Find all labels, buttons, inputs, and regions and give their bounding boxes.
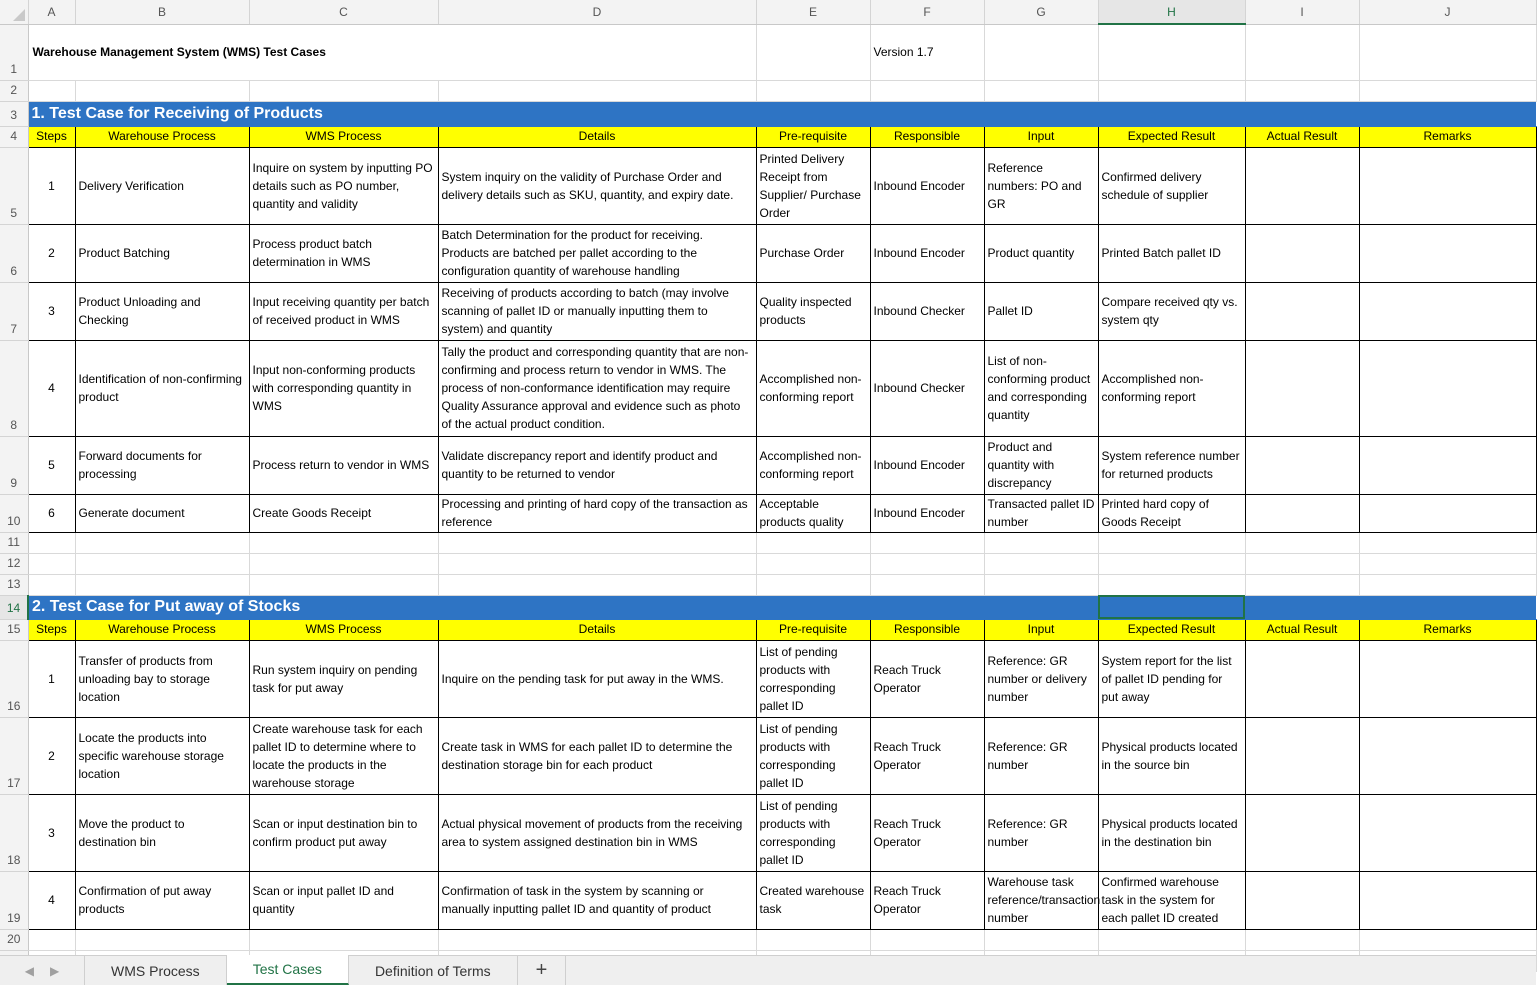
empty-cell[interactable] — [756, 80, 870, 101]
empty-cell[interactable] — [1359, 80, 1536, 101]
column-title-remarks: Remarks — [1359, 619, 1536, 640]
cell-wms[interactable]: Scan or input pallet ID and quantity — [249, 871, 438, 929]
cell-remarks[interactable] — [1359, 794, 1536, 871]
empty-cell[interactable] — [1245, 553, 1359, 574]
cell-input[interactable]: Reference: GR number or delivery number — [984, 640, 1098, 717]
empty-cell[interactable] — [1098, 553, 1245, 574]
empty-cell[interactable] — [870, 553, 984, 574]
column-title-actual-result: Actual Result — [1245, 619, 1359, 640]
column-title-warehouse-process: Warehouse Process — [75, 126, 249, 147]
row-header[interactable]: 15 — [0, 619, 28, 640]
cell-responsible[interactable]: Inbound Encoder — [870, 224, 984, 282]
empty-cell[interactable] — [249, 80, 438, 101]
cell-process[interactable]: Generate document — [75, 494, 249, 532]
cell-remarks[interactable] — [1359, 224, 1536, 282]
empty-cell[interactable] — [75, 80, 249, 101]
cell-wms[interactable]: Scan or input destination bin to confirm product put away — [249, 794, 438, 871]
cell-details[interactable]: Confirmation of task in the system by scanning or manually inputting pallet ID and quantity of product — [438, 871, 756, 929]
cell-prereq[interactable]: List of pending products with corresponding pallet ID — [756, 640, 870, 717]
column-title-pre-requisite: Pre-requisite — [756, 126, 870, 147]
table-row — [0, 436, 1536, 494]
empty-cell[interactable] — [756, 532, 870, 553]
cell-responsible[interactable]: Reach Truck Operator — [870, 794, 984, 871]
row-header[interactable]: 19 — [0, 871, 28, 929]
cell-input[interactable]: Reference: GR number — [984, 794, 1098, 871]
cell-step[interactable]: 1 — [28, 640, 75, 717]
empty-cell[interactable] — [75, 553, 249, 574]
cell-remarks[interactable] — [1359, 282, 1536, 340]
column-header-b[interactable]: B — [75, 0, 249, 24]
cell-responsible[interactable]: Reach Truck Operator — [870, 640, 984, 717]
empty-cell[interactable] — [249, 574, 438, 595]
tab-definition-of-terms[interactable]: Definition of Terms — [349, 956, 518, 985]
empty-cell[interactable] — [984, 574, 1098, 595]
row-header[interactable]: 4 — [0, 126, 28, 147]
cell-responsible[interactable]: Inbound Encoder — [870, 436, 984, 494]
cell-responsible[interactable]: Inbound Encoder — [870, 494, 984, 532]
table-row — [0, 494, 1536, 532]
cell-input[interactable]: Product quantity — [984, 224, 1098, 282]
select-all-corner[interactable] — [0, 0, 28, 24]
empty-cell[interactable] — [756, 574, 870, 595]
cell-wms[interactable]: Inquire on system by inputting PO details such as PO number, quantity and validity — [249, 147, 438, 224]
cell-input[interactable]: Pallet ID — [984, 282, 1098, 340]
tab-test-cases[interactable]: Test Cases — [227, 955, 349, 985]
cell-expected[interactable]: Printed hard copy of Goods Receipt — [1098, 494, 1245, 532]
cell-actual[interactable] — [1245, 871, 1359, 929]
cell-expected[interactable]: System reference number for returned products — [1098, 436, 1245, 494]
cell-details[interactable]: Create task in WMS for each pallet ID to determine the destination storage bin for each product — [438, 717, 756, 794]
empty-cell[interactable] — [249, 929, 438, 950]
cell-expected[interactable]: Accomplished non-conforming report — [1098, 340, 1245, 436]
cell-actual[interactable] — [1245, 640, 1359, 717]
empty-cell[interactable] — [28, 929, 75, 950]
cell-wms[interactable]: Create warehouse task for each pallet ID to determine where to locate the products in the warehouse storage — [249, 717, 438, 794]
column-header-f[interactable]: F — [870, 0, 984, 24]
row-header[interactable]: 13 — [0, 574, 28, 595]
cell-expected[interactable]: Physical products located in the destination bin — [1098, 794, 1245, 871]
cell-responsible[interactable]: Inbound Encoder — [870, 147, 984, 224]
cell-wms[interactable]: Input receiving quantity per batch of received product in WMS — [249, 282, 438, 340]
cell-process[interactable]: Product Unloading and Checking — [75, 282, 249, 340]
cell-actual[interactable] — [1245, 224, 1359, 282]
empty-cell[interactable] — [870, 574, 984, 595]
column-header-d[interactable]: D — [438, 0, 756, 24]
cell-details[interactable]: Inquire on the pending task for put away in the WMS. — [438, 640, 756, 717]
row-header[interactable]: 11 — [0, 532, 28, 553]
table-row — [0, 871, 1536, 929]
cell-details[interactable]: Processing and printing of hard copy of the transaction as reference — [438, 494, 756, 532]
cell-step[interactable]: 6 — [28, 494, 75, 532]
empty-cell[interactable] — [75, 532, 249, 553]
cell-remarks[interactable] — [1359, 436, 1536, 494]
cell-prereq[interactable]: Quality inspected products — [756, 282, 870, 340]
table-row — [0, 717, 1536, 794]
empty-cell[interactable] — [984, 553, 1098, 574]
cell-process[interactable]: Forward documents for processing — [75, 436, 249, 494]
table-row — [0, 640, 1536, 717]
cell-details[interactable]: Tally the product and corresponding quantity that are non-confirming and process return to vendor in WMS. The process of non-conformance identification may require Quality Assurance approval and evidence such as photo of the actual product condition. — [438, 340, 756, 436]
cell-input[interactable]: Reference numbers: PO and GR — [984, 147, 1098, 224]
cell-input[interactable]: Warehouse task reference/transaction number — [984, 871, 1098, 929]
empty-cell[interactable] — [984, 532, 1098, 553]
column-title-expected-result: Expected Result — [1098, 126, 1245, 147]
empty-cell[interactable] — [75, 574, 249, 595]
empty-cell[interactable] — [1359, 574, 1536, 595]
empty-cell[interactable] — [1245, 24, 1359, 80]
sheet-nav — [0, 956, 84, 985]
table-row — [0, 340, 1536, 436]
cell-prereq[interactable]: Created warehouse task — [756, 871, 870, 929]
empty-cell[interactable] — [1359, 532, 1536, 553]
column-header-i[interactable]: I — [1245, 0, 1359, 24]
cell-step[interactable]: 5 — [28, 436, 75, 494]
row-header[interactable]: 10 — [0, 494, 28, 532]
empty-cell[interactable] — [28, 532, 75, 553]
cell-remarks[interactable] — [1359, 340, 1536, 436]
cell-prereq[interactable]: Printed Delivery Receipt from Supplier/ Purchase Order — [756, 147, 870, 224]
cell-step[interactable]: 4 — [28, 340, 75, 436]
cell-step[interactable]: 1 — [28, 147, 75, 224]
cell-process[interactable]: Confirmation of put away products — [75, 871, 249, 929]
column-title-pre-requisite: Pre-requisite — [756, 619, 870, 640]
empty-cell[interactable] — [1098, 929, 1245, 950]
empty-cell[interactable] — [28, 574, 75, 595]
cell-step[interactable]: 4 — [28, 871, 75, 929]
empty-cell[interactable] — [1098, 80, 1245, 101]
cell-expected[interactable]: Confirmed warehouse task in the system for each pallet ID created — [1098, 871, 1245, 929]
empty-cell[interactable] — [438, 553, 756, 574]
version-label: Version 1.7 — [870, 24, 984, 80]
empty-cell[interactable] — [870, 929, 984, 950]
cell-remarks[interactable] — [1359, 147, 1536, 224]
cell-expected[interactable]: Physical products located in the source bin — [1098, 717, 1245, 794]
cell-prereq[interactable]: List of pending products with corresponding pallet ID — [756, 794, 870, 871]
column-title-remarks: Remarks — [1359, 126, 1536, 147]
column-title-responsible: Responsible — [870, 619, 984, 640]
empty-cell[interactable] — [756, 929, 870, 950]
cell-input[interactable]: List of non-conforming product and corresponding quantity — [984, 340, 1098, 436]
row-header[interactable]: 14 — [0, 595, 28, 619]
empty-cell[interactable] — [438, 929, 756, 950]
empty-cell[interactable] — [75, 929, 249, 950]
column-title-details: Details — [438, 126, 756, 147]
empty-cell[interactable] — [1245, 532, 1359, 553]
row-header[interactable]: 18 — [0, 794, 28, 871]
column-header-a[interactable]: A — [28, 0, 75, 24]
empty-cell[interactable] — [1245, 574, 1359, 595]
empty-cell[interactable] — [984, 929, 1098, 950]
cell-remarks[interactable] — [1359, 494, 1536, 532]
row-header[interactable]: 16 — [0, 640, 28, 717]
cell-expected[interactable]: System report for the list of pallet ID pending for put away — [1098, 640, 1245, 717]
cell-prereq[interactable]: Purchase Order — [756, 224, 870, 282]
table-row — [0, 282, 1536, 340]
column-header-h[interactable]: H — [1098, 0, 1245, 24]
cell-responsible[interactable]: Reach Truck Operator — [870, 717, 984, 794]
cell-wms[interactable]: Input non-conforming products with corresponding quantity in WMS — [249, 340, 438, 436]
empty-cell[interactable] — [438, 80, 756, 101]
row-header[interactable]: 2 — [0, 80, 28, 101]
cell-wms[interactable]: Process product batch determination in WMS — [249, 224, 438, 282]
cell-process[interactable]: Transfer of products from unloading bay to storage location — [75, 640, 249, 717]
cell-step[interactable]: 2 — [28, 224, 75, 282]
row-header[interactable]: 1 — [0, 24, 28, 80]
empty-cell[interactable] — [438, 574, 756, 595]
cell-actual[interactable] — [1245, 147, 1359, 224]
column-title-input: Input — [984, 619, 1098, 640]
cell-responsible[interactable]: Reach Truck Operator — [870, 871, 984, 929]
cell-step[interactable]: 3 — [28, 794, 75, 871]
cell-actual[interactable] — [1245, 436, 1359, 494]
cell-wms[interactable]: Process return to vendor in WMS — [249, 436, 438, 494]
cell-remarks[interactable] — [1359, 717, 1536, 794]
row-header[interactable]: 12 — [0, 553, 28, 574]
cell-input[interactable]: Product and quantity with discrepancy — [984, 436, 1098, 494]
cell-remarks[interactable] — [1359, 871, 1536, 929]
empty-cell[interactable] — [984, 80, 1098, 101]
column-title-steps: Steps — [28, 126, 75, 147]
column-title-steps: Steps — [28, 619, 75, 640]
selected-cell-h14[interactable] — [1098, 595, 1245, 619]
cell-process[interactable]: Move the product to destination bin — [75, 794, 249, 871]
row-header[interactable]: 7 — [0, 282, 28, 340]
empty-cell[interactable] — [1359, 553, 1536, 574]
cell-wms[interactable]: Run system inquiry on pending task for put away — [249, 640, 438, 717]
table-row — [0, 794, 1536, 871]
next-sheet-icon[interactable]: ▶ — [50, 963, 60, 978]
sheet-tab-bar — [0, 955, 1536, 985]
column-header-e[interactable]: E — [756, 0, 870, 24]
cell-expected[interactable]: Printed Batch pallet ID — [1098, 224, 1245, 282]
cell-details[interactable]: Batch Determination for the product for receiving. Products are batched per pallet according to the configuration quantity of warehouse handling — [438, 224, 756, 282]
column-title-expected-result: Expected Result — [1098, 619, 1245, 640]
cell-remarks[interactable] — [1359, 640, 1536, 717]
prev-sheet-icon[interactable]: ◀ — [24, 963, 34, 978]
empty-cell[interactable] — [1098, 532, 1245, 553]
column-header-j[interactable]: J — [1359, 0, 1536, 24]
cell-prereq[interactable]: Accomplished non-conforming report — [756, 436, 870, 494]
cell-process[interactable]: Product Batching — [75, 224, 249, 282]
cell-responsible[interactable]: Inbound Checker — [870, 340, 984, 436]
column-title-actual-result: Actual Result — [1245, 126, 1359, 147]
section-band-fill — [1245, 595, 1536, 619]
empty-cell[interactable] — [1359, 929, 1536, 950]
cell-actual[interactable] — [1245, 794, 1359, 871]
section-title: 1. Test Case for Receiving of Products — [28, 101, 1536, 126]
section-title: 2. Test Case for Put away of Stocks — [28, 595, 1098, 619]
empty-cell[interactable] — [756, 24, 870, 80]
column-title-details: Details — [438, 619, 756, 640]
column-title-warehouse-process: Warehouse Process — [75, 619, 249, 640]
cell-input[interactable]: Reference: GR number — [984, 717, 1098, 794]
empty-cell[interactable] — [1098, 24, 1245, 80]
cell-step[interactable]: 2 — [28, 717, 75, 794]
cell-process[interactable]: Delivery Verification — [75, 147, 249, 224]
table-row — [0, 147, 1536, 224]
cell-prereq[interactable]: Accomplished non-conforming report — [756, 340, 870, 436]
column-header-c[interactable]: C — [249, 0, 438, 24]
cell-prereq[interactable]: List of pending products with corresponding pallet ID — [756, 717, 870, 794]
row-header[interactable]: 17 — [0, 717, 28, 794]
table-row — [0, 224, 1536, 282]
cell-step[interactable]: 3 — [28, 282, 75, 340]
cell-actual[interactable] — [1245, 494, 1359, 532]
cell-actual[interactable] — [1245, 282, 1359, 340]
cell-process[interactable]: Locate the products into specific warehouse storage location — [75, 717, 249, 794]
row-header[interactable]: 6 — [0, 224, 28, 282]
empty-cell[interactable] — [870, 80, 984, 101]
cell-responsible[interactable]: Inbound Checker — [870, 282, 984, 340]
tab-wms-process[interactable]: WMS Process — [84, 956, 227, 985]
empty-cell[interactable] — [249, 553, 438, 574]
row-header[interactable]: 20 — [0, 929, 28, 950]
empty-cell[interactable] — [984, 24, 1098, 80]
page-title: Warehouse Management System (WMS) Test Cases — [28, 24, 756, 80]
empty-cell[interactable] — [1359, 24, 1536, 80]
row-header[interactable]: 5 — [0, 147, 28, 224]
cell-details[interactable]: Validate discrepancy report and identify product and quantity to be returned to vendor — [438, 436, 756, 494]
row-header[interactable]: 9 — [0, 436, 28, 494]
cell-expected[interactable]: Compare received qty vs. system qty — [1098, 282, 1245, 340]
empty-cell[interactable] — [249, 532, 438, 553]
row-header[interactable]: 8 — [0, 340, 28, 436]
cell-input[interactable]: Transacted pallet ID number — [984, 494, 1098, 532]
cell-actual[interactable] — [1245, 717, 1359, 794]
column-title-wms-process: WMS Process — [249, 619, 438, 640]
empty-cell[interactable] — [1245, 80, 1359, 101]
empty-cell[interactable] — [756, 553, 870, 574]
empty-cell[interactable] — [28, 80, 75, 101]
empty-cell[interactable] — [438, 532, 756, 553]
column-header-g[interactable]: G — [984, 0, 1098, 24]
cell-expected[interactable]: Confirmed delivery schedule of supplier — [1098, 147, 1245, 224]
column-title-responsible: Responsible — [870, 126, 984, 147]
cell-wms[interactable]: Create Goods Receipt — [249, 494, 438, 532]
column-title-input: Input — [984, 126, 1098, 147]
cell-prereq[interactable]: Acceptable products quality — [756, 494, 870, 532]
cell-details[interactable]: System inquiry on the validity of Purchase Order and delivery details such as SKU, quantity, and expiry date. — [438, 147, 756, 224]
column-title-wms-process: WMS Process — [249, 126, 438, 147]
empty-cell[interactable] — [1098, 574, 1245, 595]
empty-cell[interactable] — [870, 532, 984, 553]
cell-details[interactable]: Receiving of products according to batch (may involve scanning of pallet ID or manually inputting them to system) and quantity — [438, 282, 756, 340]
add-sheet-button[interactable]: + — [518, 956, 567, 985]
cell-process[interactable]: Identification of non-confirming product — [75, 340, 249, 436]
cell-details[interactable]: Actual physical movement of products from the receiving area to system assigned destination bin in WMS — [438, 794, 756, 871]
empty-cell[interactable] — [1245, 929, 1359, 950]
cell-actual[interactable] — [1245, 340, 1359, 436]
select-all-icon — [13, 9, 25, 21]
empty-cell[interactable] — [28, 553, 75, 574]
row-header[interactable]: 3 — [0, 101, 28, 126]
